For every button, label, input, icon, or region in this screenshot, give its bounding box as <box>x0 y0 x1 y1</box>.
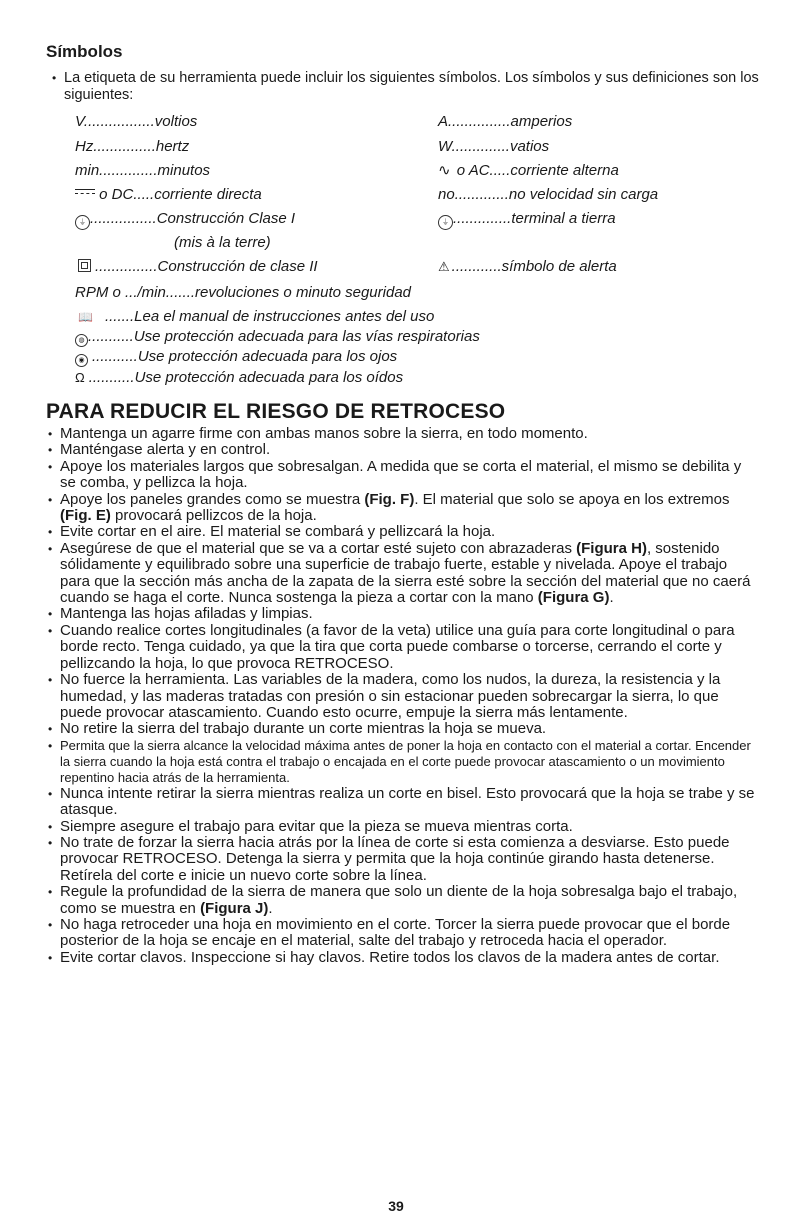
class-ii-construction-icon <box>78 259 91 272</box>
rule-item: • Apoye los materiales largos que sobresalgan. A medida que se corta el material, el mismo se debilita y se comba, y pellizca la hoja. <box>48 459 758 492</box>
symbol-class-i: ⏚ ................Construcción Clase I <box>75 210 295 230</box>
symbol-rpm: RPM o .../min.......revoluciones o minuto seguridad <box>75 284 412 301</box>
symbols-heading: Símbolos <box>46 42 123 61</box>
rule-item: • Evite cortar clavos. Inspeccione si hay clavos. Retire todos los clavos de la madera antes de cortar. <box>48 950 758 966</box>
symbol-alert: ⚠ ............símbolo de alerta <box>438 258 617 275</box>
respirator-icon: ◍ <box>75 334 88 347</box>
symbol-dc: o DC.....corriente directa <box>75 186 262 204</box>
symbol-volts: V.................voltios <box>75 113 198 130</box>
ear-protection-icon: Ω <box>75 370 85 385</box>
fig-ref-g: (Figura G) <box>537 589 610 607</box>
rule-item: • Asegúrese de que el material que se va a cortar esté sujeto con abrazaderas (Figura H), sostenido sólidamente y equilibrado sobre una superficie de trabajo fuerte, estable y nivelada. Apoye el trabajo para que la sección más ancha de la zapata de la sierra esté sobre la sección del material que no caerá cuando se haga el corte. Nunca sostenga la pieza a cortar con la mano (Figura G). <box>48 541 758 607</box>
rule-item: • Cuando realice cortes longitudinales (a favor de la veta) utilice una guía para corte longitudinal o para borde recto. Tenga cuidado, ya que la tira que corta puede combarse o torcerse, cerrando el corte y pellizcando la hoja, lo que provoca RETROCESO. <box>48 623 758 672</box>
kickback-heading: PARA REDUCIR EL RIESGO DE RETROCESO <box>46 400 506 423</box>
rule-item: • Mantenga las hojas afiladas y limpias. <box>48 606 758 622</box>
fig-ref-j: (Figura J) <box>200 899 269 917</box>
symbol-read-manual: 📖 .......Lea el manual de instrucciones antes del uso <box>78 308 435 325</box>
symbol-no-load-speed: no.............no velocidad sin carga <box>438 186 659 203</box>
ac-current-icon: ∿ <box>438 162 451 179</box>
symbol-class-i-note: (mis à la terre) <box>174 234 271 251</box>
rule-item: • Nunca intente retirar la sierra mientras realiza un corte en bisel. Esto provocará que la hoja se trabe y se atasque. <box>48 786 758 819</box>
symbol-respiratory: ◍ ...........Use protección adecuada para las vías respiratorias <box>75 328 480 347</box>
fig-ref-e: (Fig. E) <box>60 507 111 525</box>
rule-item: • Permita que la sierra alcance la velocidad máxima antes de poner la hoja en contacto con el material a cortar. Encender la sierra cuando la hoja está contra el trabajo o encajada en el corte puede provocar atascamiento o un movimiento repentino hacia atrás de la herramienta. <box>48 738 758 786</box>
symbol-class-ii: ...............Construcción de clase II <box>78 258 318 276</box>
symbol-ac: ∿ o AC.....corriente alterna <box>438 162 619 179</box>
symbol-watts: W..............vatios <box>438 138 550 155</box>
symbol-earth-terminal: ⏚ ..............terminal a tierra <box>438 210 616 230</box>
rule-item: • No fuerce la herramienta. Las variables de la madera, como los nudos, la dureza, la resistencia y la humedad, y las maderas tratadas con presión o sin estacionar pueden sobrecargar la sierra, lo que puede provocar atascamiento. Cuando esto ocurre, empuje la sierra más lentamente. <box>48 672 758 721</box>
symbol-ear-protection: Ω ...........Use protección adecuada para los oídos <box>75 369 404 386</box>
class-i-construction-icon: ⏚ <box>75 215 90 230</box>
rule-item: • Mantenga un agarre firme con ambas manos sobre la sierra, en todo momento. <box>48 426 758 442</box>
rule-item: • No trate de forzar la sierra hacia atrás por la línea de corte si esta comienza a desviarse. Esto puede provocar RETROCESO. Detenga la sierra y permita que la hoja continúe girando hasta detenerse. Retírela del corte e inicie un nuevo corte sobre la línea. <box>48 835 758 884</box>
fig-ref-f: (Fig. F) <box>364 490 415 508</box>
rule-item: • Apoye los paneles grandes como se muestra (Fig. F). El material que solo se apoya en los extremos (Fig. E) provocará pellizcos de la hoja. <box>48 492 758 525</box>
rule-item: • Manténgase alerta y en control. <box>48 442 758 458</box>
eye-protection-icon: ◉ <box>75 354 88 367</box>
fig-ref-h: (Figura H) <box>576 539 647 557</box>
rule-item: • No retire la sierra del trabajo durante un corte mientras la hoja se mueva. <box>48 721 758 737</box>
rule-item: • Siempre asegure el trabajo para evitar que la pieza se mueva mientras corta. <box>48 819 758 835</box>
dc-current-icon <box>75 189 95 197</box>
symbol-minutes: min..............minutos <box>75 162 211 179</box>
warning-triangle-icon: ⚠ <box>438 259 450 274</box>
page-number: 39 <box>388 1198 404 1214</box>
symbol-eye-protection: ◉ ...........Use protección adecuada para los ojos <box>75 348 397 367</box>
symbol-amperes: A...............amperios <box>438 113 573 130</box>
read-manual-icon: 📖 <box>78 310 93 324</box>
symbols-intro: • La etiqueta de su herramienta puede incluir los siguientes símbolos. Los símbolos y sus definiciones son los siguientes: <box>52 70 764 104</box>
earth-terminal-icon: ⏚ <box>438 215 453 230</box>
symbol-hertz: Hz...............hertz <box>75 138 190 155</box>
kickback-rules-list <box>48 426 758 966</box>
rule-item: • Regule la profundidad de la sierra de manera que solo un diente de la hoja sobresalga bajo el trabajo, como se muestra en (Figura J). <box>48 884 758 917</box>
rule-item: • Evite cortar en el aire. El material se combará y pellizcará la hoja. <box>48 524 758 540</box>
rule-item: • No haga retroceder una hoja en movimiento en el corte. Torcer la sierra puede provocar que el borde posterior de la hoja se encaje en el material, salte del trabajo y retroceda hacia el operador. <box>48 917 758 950</box>
